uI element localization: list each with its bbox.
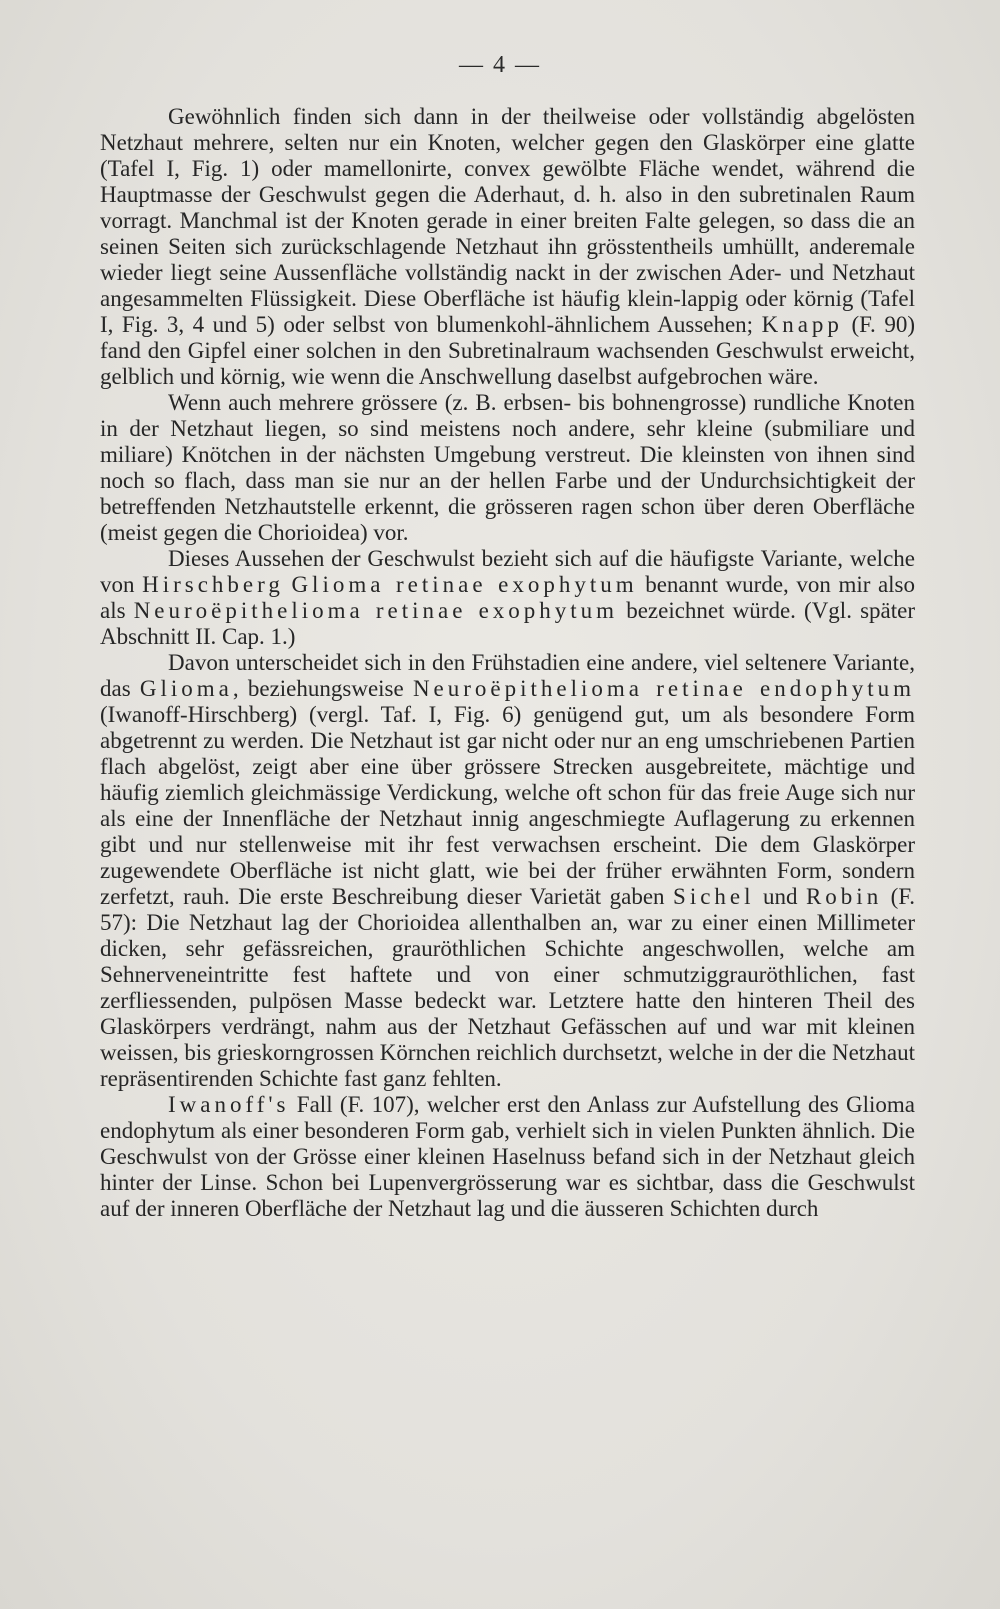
page-number: — 4 — — [459, 52, 541, 78]
paragraph-2 — [100, 390, 915, 546]
body-text — [100, 104, 915, 1222]
paragraph-3 — [100, 546, 915, 650]
paragraph-4 — [100, 650, 915, 1092]
text-segment: benannt wurde, von mir also als — [100, 572, 916, 623]
author-name-sichel: Sichel — [673, 884, 755, 909]
text-segment: (Iwanoff-Hirschberg) (vergl. Taf. I, Fig. 6) genügend gut, um als besondere Form abgetrennt zu werden. Die Netzhaut ist gar nicht oder nur an eng umschriebenen Partien flach abgelöst, zeigt aber eine über grössere Strecken ausgebreitete, mächtige und häufig ziemlich gleichmässige Verdickung, welche oft schon für das freie Auge sich nur als eine der Innenfläche der Netzhaut innig angeschmiegte Auflagerung zu erkennen gibt und nur stellenweise mit ihr fest verwachsen erscheint. Die dem Glaskörper zugewendete Oberfläche ist nicht glatt, wie bei der früher erwähnten Form, sondern zerfetzt, rauh. Die erste Beschreibung dieser Varietät gaben — [100, 702, 915, 909]
term-neuroepithelioma-retinae-exophytum: Neuroëpithelioma retinae exophytum — [133, 598, 619, 623]
text-segment: (F. 90) fand den Gipfel einer solchen in den Subretinalraum wachsenden Geschwulst erweicht, gelblich und körnig, wie wenn die Anschwellung daselbst aufgebrochen wäre. — [100, 312, 915, 389]
paragraph-5 — [100, 1092, 915, 1222]
text-segment: Wenn auch mehrere grössere (z. B. erbsen- bis bohnengrosse) rundliche Knoten in der Netzhaut liegen, so sind meistens noch andere, sehr kleine (submiliare und miliare) Knötchen in der nächsten Umgebung verstreut. Die kleinsten von ihnen sind noch so flach, dass man sie nur an der hellen Farbe und der Undurchsichtigkeit der betreffenden Netzhautstelle erkennt, die grösseren ragen schon über deren Oberfläche (meist gegen die Chorioidea) vor. — [100, 390, 915, 545]
text-segment: und — [754, 884, 806, 909]
author-name-knapp: Knapp — [761, 312, 843, 337]
text-segment: Fall (F. 107), welcher erst den Anlass zur Aufstellung des Glioma endophytum als einer besonderen Form gab, verhielt sich in vielen Punkten ähnlich. Die Geschwulst von der Grösse einer kleinen Haselnuss befand sich in der Netzhaut gleich hinter der Linse. Schon bei Lupenvergrösserung war es sichtbar, dass die Geschwulst auf der inneren Oberfläche der Netzhaut lag und die äusseren Schichten durch — [100, 1092, 915, 1221]
text-segment: Davon unterscheidet sich in den Frühstadien eine andere, viel seltenere Variante, das — [100, 650, 915, 701]
term-glioma-retinae-exophytum: Glioma retinae exophytum — [291, 572, 638, 597]
text-segment: , beziehungsweise — [232, 676, 413, 701]
text-segment: Dieses Aussehen der Geschwulst bezieht sich auf die häufigste Variante, welche von — [100, 546, 915, 597]
term-glioma: Glioma — [139, 676, 233, 701]
author-name-robin: Robin — [805, 884, 883, 909]
author-name-hirschberg: Hirschberg — [142, 572, 284, 597]
author-name-iwanoff: Iwanoff's — [168, 1092, 290, 1117]
text-segment: bezeichnet würde. (Vgl. später Abschnitt II. Cap. 1.) — [100, 598, 915, 649]
term-neuroepithelioma-retinae-endophytum: Neuroëpithelioma retinae endophytum — [412, 676, 915, 701]
text-segment: (F. 57): Die Netzhaut lag der Chorioidea allenthalben an, war zu einer einen Millimeter dicken, sehr gefässreichen, grauröthlichen Schichte angeschwollen, welche am Sehnerveneintritte fest haftete und von einer schmutziggrauröthlichen, fast zerfliessenden, pulpösen Masse bedeckt war. Letztere hatte den hinteren Theil des Glaskörpers verdrängt, nahm aus der Netzhaut Gefässchen auf und war mit kleinen weissen, bis grieskorngrossen Körnchen reichlich durchsetzt, welche in der die Netzhaut repräsentirenden Schichte fast ganz fehlten. — [100, 884, 916, 1091]
paragraph-1 — [100, 104, 915, 390]
text-segment: Gewöhnlich finden sich dann in der theilweise oder vollständig abgelösten Netzhaut mehrere, selten nur ein Knoten, welcher gegen den Glaskörper eine glatte (Tafel I, Fig. 1) oder mamellonirte, convex gewölbte Fläche wendet, während die Hauptmasse der Geschwulst gegen die Aderhaut, d. h. also in den subretinalen Raum vorragt. Manchmal ist der Knoten gerade in einer breiten Falte gelegen, so dass die an seinen Seiten sich zurückschlagende Netzhaut ihn grösstentheils umhüllt, anderemale wieder liegt seine Aussenfläche vollständig nackt in der zwischen Ader- und Netzhaut angesammelten Flüssigkeit. Diese Oberfläche ist häufig klein-lappig oder körnig (Tafel I, Fig. 3, 4 und 5) oder selbst von blumenkohl-ähnlichem Aussehen; — [100, 104, 915, 337]
